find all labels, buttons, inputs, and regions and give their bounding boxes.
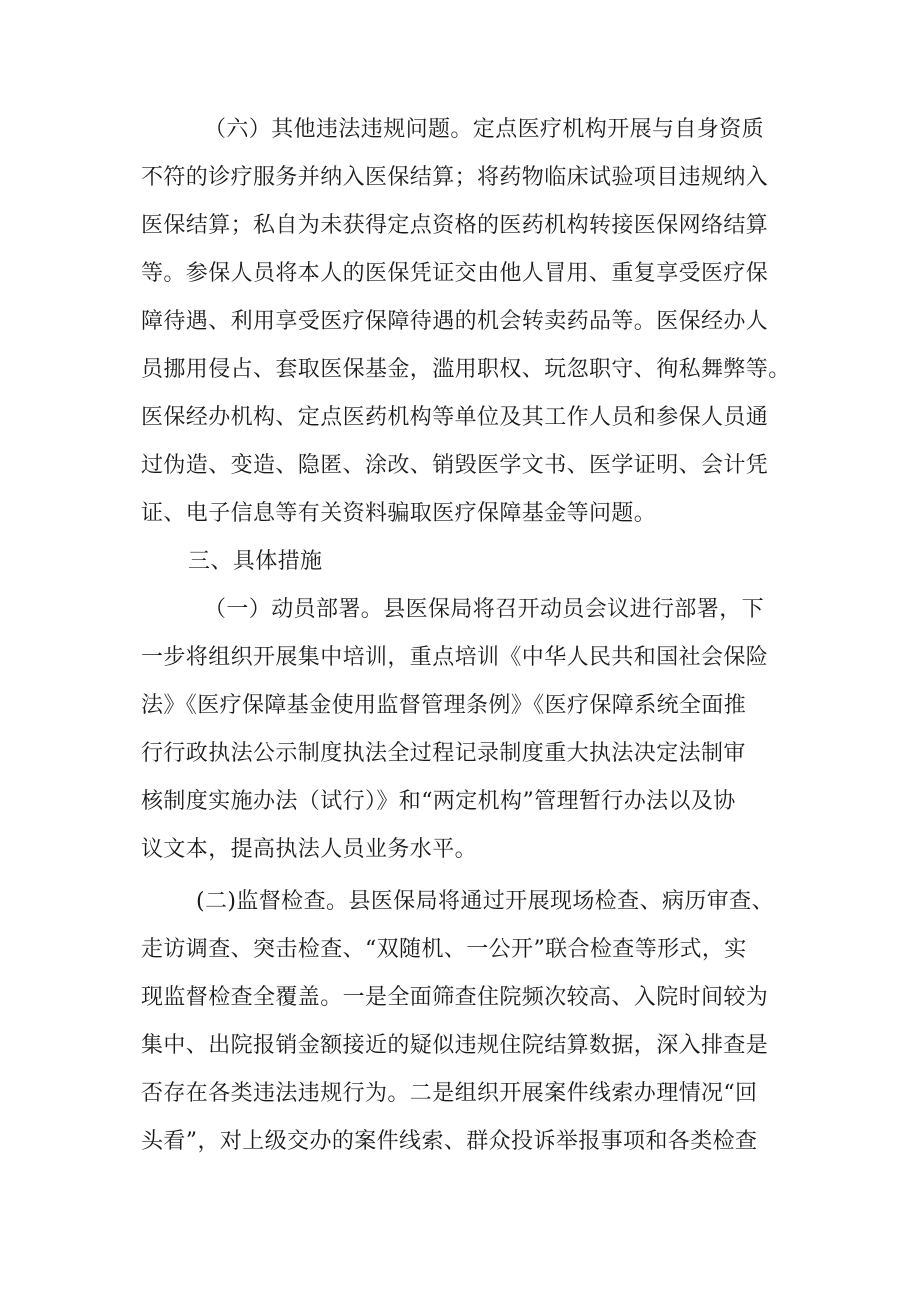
paragraph-two-line-6: 头看”，对上级交办的案件线索、群众投诉举报事项和各类检查 [141, 1129, 758, 1154]
paragraph-one-line-2: 一步将组织开展集中培训，重点培训《中华人民共和国社会保险 [141, 645, 769, 670]
paragraph-six-line-8: 过伪造、变造、隐匿、涂改、销毁医学文书、医学证明、会计凭 [141, 453, 769, 478]
paragraph-six-line-7: 医保经办机构、定点医药机构等单位及其工作人员和参保人员通 [141, 405, 769, 430]
paragraph-one-line-4: 行行政执法公示制度执法全过程记录制度重大执法决定法制审 [141, 741, 746, 766]
paragraph-two-line-3: 现监督检查全覆盖。一是全面筛查住院频次较高、入院时间较为 [141, 985, 769, 1010]
paragraph-six-heading-line: （六）其他违法违规问题。定点医疗机构开展与自身资质 [204, 117, 765, 142]
section-three-heading: 三、具体措施 [188, 549, 323, 574]
paragraph-six-line-6: 员挪用侵占、套取医保基金，滥用职权、玩忽职守、徇私舞弊等。 [141, 357, 791, 382]
paragraph-one-line-6: 议文本，提高执法人员业务水平。 [141, 837, 478, 862]
paragraph-six-line-5: 障待遇、利用享受医疗保障待遇的机会转卖药品等。医保经办人 [141, 309, 769, 334]
paragraph-six-line-2: 不符的诊疗服务并纳入医保结算；将药物临床试验项目违规纳入 [141, 165, 769, 190]
paragraph-one-line-3: 法》《医疗保障基金使用监督管理条例》《医疗保障系统全面推 [141, 693, 747, 718]
paragraph-two-heading-line: (二)监督检查。县医保局将通过开展现场检查、病历审查、 [196, 889, 774, 914]
paragraph-six-line-4: 等。参保人员将本人的医保凭证交由他人冒用、重复享受医疗保 [141, 261, 769, 286]
paragraph-two-line-2: 走访调查、突击检查、“双随机、一公开”联合检查等形式，实 [141, 937, 747, 962]
paragraph-two-line-5: 否存在各类违法违规行为。二是组织开展案件线索办理情况“回 [141, 1081, 758, 1106]
paragraph-six-line-3: 医保结算；私自为未获得定点资格的医药机构转接医保网络结算 [141, 213, 769, 238]
paragraph-one-line-5: 核制度实施办法（试行）》和“两定机构”管理暂行办法以及协 [141, 789, 736, 814]
paragraph-six-line-9: 证、电子信息等有关资料骗取医疗保障基金等问题。 [141, 501, 657, 526]
paragraph-two-line-4: 集中、出院报销金额接近的疑似违规住院结算数据，深入排查是 [141, 1033, 769, 1058]
paragraph-one-heading-line: （一）动员部署。县医保局将召开动员会议进行部署，下 [204, 597, 765, 622]
